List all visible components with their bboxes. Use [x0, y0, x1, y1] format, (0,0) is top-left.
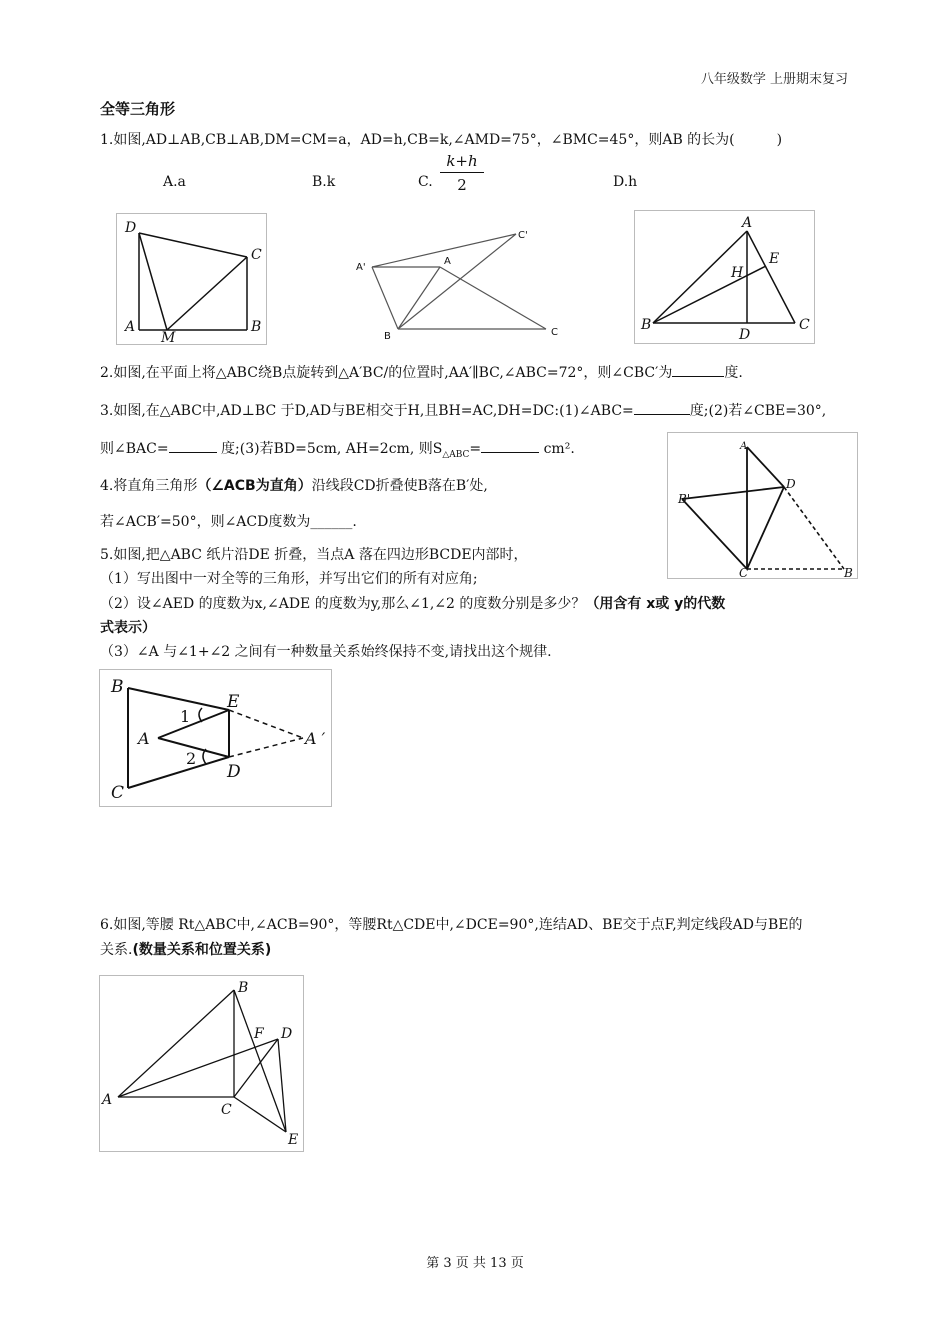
fig4-label-d: D — [786, 477, 796, 491]
question-5-line-3: （2）设∠AED 的度数为x,∠ADE 的度数为y,那么∠1,∠2 的度数分别是多少？（用含有 x或 y的代数 — [100, 596, 726, 612]
fig5-label-a-prime: A ′ — [305, 729, 326, 748]
fig2-label-b: B — [384, 331, 391, 342]
fig4-label-b: B — [844, 566, 853, 578]
fig3-label-d: D — [739, 327, 751, 343]
question-5-line-1: 5.如图,把△ABC 纸片沿DE 折叠，当点A 落在四边形BCDE内部时， — [100, 547, 528, 563]
question-6-line-2: 关系.(数量关系和位置关系) — [100, 942, 272, 958]
figure-3 — [634, 210, 815, 344]
fig1-label-a: A — [125, 319, 136, 335]
fig5-label-a: A — [138, 729, 150, 748]
answer-blank — [672, 362, 724, 377]
question-1-text: 1.如图,AD⊥AB,CB⊥AB,DM=CM=a，AD=h,CB=k,∠AMD=75°，∠BMC=45°，则AB 的长为( ) — [100, 132, 783, 148]
fig1-label-c: C — [251, 247, 262, 263]
question-4-line-2: 若∠ACB′=50°，则∠ACD度数为______. — [100, 514, 357, 530]
answer-blank — [634, 400, 690, 415]
question-6-line-1: 6.如图,等腰 Rt△ABC中,∠ACB=90°，等腰Rt△CDE中,∠DCE=90°,连结AD、BE交于点F,判定线段AD与BE的 — [100, 917, 803, 933]
q1-option-c-fraction — [440, 152, 484, 194]
q1-option-c: C. — [418, 174, 433, 190]
section-title: 全等三角形 — [100, 100, 176, 118]
fig4-label-b-prime: B' — [678, 492, 691, 506]
question-3-line-2: 则∠BAC= 度;(3)若BD=5cm, AH=2cm, 则$S_{\triangle ABC}= cm^2$. — [100, 438, 575, 465]
fig3-label-e: E — [769, 251, 780, 267]
page-footer: 第 3 页 共 13 页 — [426, 1256, 524, 1271]
fig6-label-d: D — [281, 1026, 293, 1042]
question-5-line-5: （3）∠A 与∠1+∠2 之间有一种数量关系始终保持不变,请找出这个规律. — [100, 644, 552, 660]
q1-option-a: A.a — [163, 174, 186, 190]
question-4-line-1: 4.将直角三角形（∠ACB为直角）沿线段CD折叠使B落在B′处, — [100, 478, 488, 494]
fig5-label-d: D — [227, 762, 241, 782]
fig1-label-b: B — [251, 319, 262, 335]
fig3-label-b: B — [641, 317, 652, 333]
page-header: 八年级数学 上册期末复习 — [700, 72, 848, 87]
figure-4 — [667, 432, 858, 579]
figure-2 — [350, 222, 570, 342]
fig6-label-e: E — [288, 1132, 299, 1148]
fig2-label-a: A — [444, 256, 451, 267]
figure-6 — [99, 975, 304, 1152]
answer-blank — [169, 438, 217, 453]
fig1-label-m: M — [161, 330, 176, 344]
fig6-label-c: C — [221, 1102, 232, 1118]
fig5-label-angle-2: 2 — [186, 749, 197, 768]
fig5-label-angle-1: 1 — [180, 707, 191, 726]
fig1-label-d: D — [125, 220, 137, 236]
fig5-label-c: C — [111, 783, 125, 803]
fig4-label-c: C — [739, 566, 749, 578]
figure-5 — [99, 669, 332, 807]
fig6-label-f: F — [254, 1026, 264, 1042]
question-5-line-4: 式表示） — [100, 620, 156, 636]
answer-blank — [481, 438, 539, 453]
fig2-label-a-prime: A' — [356, 262, 366, 273]
fig3-label-h: H — [731, 265, 744, 281]
question-5-line-2: （1）写出图中一对全等的三角形，并写出它们的所有对应角; — [100, 571, 478, 587]
q1-option-b: B.k — [312, 174, 336, 190]
fig4-label-a: A — [740, 441, 748, 452]
fig2-label-c-prime: C' — [518, 230, 528, 241]
q1-option-d: D.h — [613, 174, 638, 190]
question-3-line-1: 3.如图,在△ABC中,AD⊥BC 于D,AD与BE相交于H,且BH=AC,DH=DC:(1)∠ABC= 度;(2)若∠CBE=30°, — [100, 400, 826, 421]
fig6-label-b: B — [238, 980, 249, 996]
fig6-label-a: A — [102, 1092, 113, 1108]
fig5-label-e: E — [227, 692, 240, 712]
fig3-label-a: A — [742, 215, 753, 231]
fraction-numerator: k+h — [440, 152, 484, 173]
fraction-denominator: 2 — [457, 176, 467, 194]
fig5-label-b: B — [111, 677, 124, 697]
question-2: 2.如图,在平面上将△ABC绕B点旋转到△A′BC/的位置时,AA′∥BC,∠ABC=72°，则∠CBC′为 度. — [100, 362, 743, 383]
fig2-label-c: C — [551, 327, 558, 338]
figure-1 — [116, 213, 267, 345]
fig3-label-c: C — [799, 317, 810, 333]
